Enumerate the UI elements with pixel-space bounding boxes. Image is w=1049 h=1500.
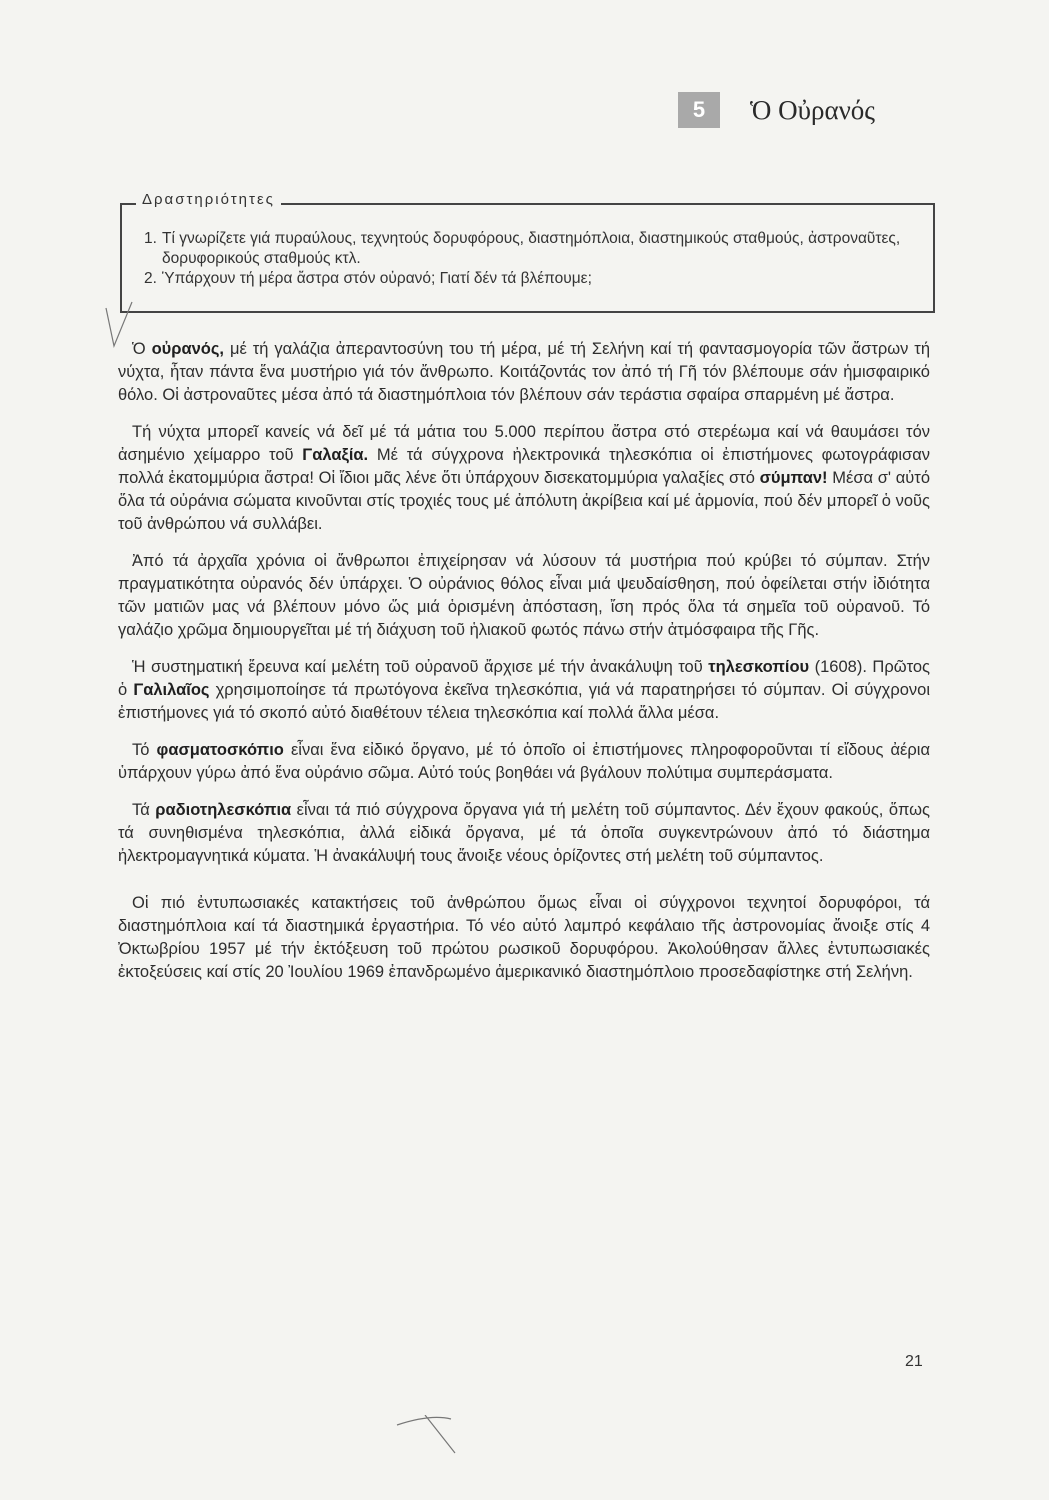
activities-box	[120, 191, 935, 313]
bold-term: Γαλαξία.	[302, 446, 369, 464]
paragraph-galaxy	[118, 421, 930, 536]
text-run: Οἱ πιό ἐντυπωσιακές κατακτήσεις τοῦ ἀνθρώπου ὅμως εἶναι οἱ σύγχρονοι τεχνητοί δορυφόροι, τά διαστημόπλοια καί τά διαστημικά ἐργαστήρια. Τό νέο αὐτό λαμπρό κεφάλαιο τῆς ἀστρονομίας ἄνοιξε στίς 4 Ὀκτωβρίου 1957 μέ τήν ἐκτόξευση τοῦ πρώτου ρωσικοῦ δορυφόρου. Ἀκολούθησαν ἄλλες ἐντυπωσιακές ἐκτοξεύσεις καί στίς 20 Ἰουλίου 1969 ἐπανδρωμένο ἀμερικανικό διαστημόπλοιο προσεδαφίστηκε στή Σελήνη.	[118, 894, 930, 981]
activities-title: Δραστηριότητες	[136, 191, 281, 208]
chapter-header	[678, 92, 875, 128]
activity-item	[144, 229, 917, 269]
text-run: Μέ τά σύγχρονα ἠλεκτρονικά τηλεσκόπια οἱ ἐπιστήμονες φωτογράφισαν πολλά ἑκατομμύρια ἄστρα! Οἱ ἴδιοι μᾶς λένε ὅτι ὑπάρχουν δισεκατομμύρια γαλαξίες στό	[118, 446, 930, 487]
text-run: εἶναι ἕνα εἰδικό ὄργανο, μέ τό ὁποῖο οἱ ἐπιστήμονες πληροφοροῦνται τί εἴδους ἀέρια ὑπάρχουν γύρω ἀπό ἕνα οὐράνιο σῶμα. Αὐτό τούς βοηθάει νά βγάλουν πολύτιμα συμπεράσματα.	[118, 741, 931, 782]
page-number: 21	[905, 1353, 923, 1370]
text-run: μέ τή γαλάζια ἀπεραντοσύνη του τή μέρα, μέ τή Σελήνη καί τή φαντασμογορία τῶν ἄστρων τή νύχτα, ἦταν πάντα ἕνα μυστήριο γιά τόν ἄνθρωπο. Κοιτάζοντάς τον ἀπό τή Γῆ τόν βλέπουμε σάν ἡμισφαιρικό θόλο. Οἱ ἀστροναῦτες μέσα ἀπό τά διαστημόπλοια τόν βλέπουν σάν τεράστια σφαίρα σπαρμένη μέ ἄστρα.	[118, 340, 930, 404]
bold-term: ραδιοτηλεσκόπια	[155, 801, 292, 819]
text-run: Τή νύχτα μπορεῖ κανείς νά δεῖ μέ τά μάτια του 5.000 περίπου ἄστρα στό στερέωμα καί νά θαυμάσει τόν ἀσημένιο χείμαρρο τοῦ	[118, 423, 930, 464]
bold-term: Γαλιλαῖος	[133, 681, 210, 699]
activity-item	[144, 269, 917, 289]
text-run: Μέσα σ' αὐτό ὅλα τά οὐράνια σώματα κινοῦνται στίς τροχιές τους μέ ἀπόλυτη ἀκρίβεια καί μέ ἁρμονία, πού δέν μπορεῖ ὁ νοῦς τοῦ ἀνθρώπου νά συλλάβει.	[118, 469, 930, 533]
activity-number: 2.	[144, 270, 157, 287]
activity-text: Τί γνωρίζετε γιά πυραύλους, τεχνητούς δορυφόρους, διαστημόπλοια, διαστημικούς σταθμούς, ἀστροναῦτες, δορυφορικούς σταθμούς κτλ.	[162, 230, 901, 267]
paragraph-radiotelescope	[118, 799, 930, 868]
text-run: (1608). Πρῶτος ὁ	[118, 658, 930, 699]
text-run: Ὁ	[132, 340, 152, 358]
text-run: Ἡ συστηματική ἔρευνα καί μελέτη τοῦ οὐρανοῦ ἄρχισε μέ τήν ἀνακάλυψη τοῦ	[132, 658, 709, 676]
bold-term: τηλεσκοπίου	[708, 658, 810, 676]
paragraph-telescope	[118, 656, 930, 725]
paragraph-ancient	[118, 550, 930, 642]
body-text	[118, 338, 930, 998]
text-run: εἶναι τά πιό σύγχρονα ὄργανα γιά τή μελέτη τοῦ σύμπαντος. Δέν ἔχουν φακούς, ὅπως τά συνηθισμένα τηλεσκόπια, ἀλλά εἰδικά ὄργανα, μέ τά ὁποῖα συγκεντρώνουν ἀπό τό διάστημα ἠλεκτρομαγνητικά κύματα. Ἡ ἀνακάλυψή τους ἄνοιξε νέους ὁρίζοντες στή μελέτη τοῦ σύμπαντος.	[118, 801, 931, 865]
bold-term: σύμπαν!	[759, 469, 828, 487]
handwritten-underline-mark	[395, 1415, 465, 1465]
text-run: Ἀπό τά ἀρχαῖα χρόνια οἱ ἄνθρωποι ἐπιχείρησαν νά λύσουν τά μυστήρια πού κρύβει τό σύμπαν. Στήν πραγματικότητα οὐρανός δέν ὑπάρχει. Ὁ οὐράνιος θόλος εἶναι μιά ψευδαίσθηση, πού ὀφείλεται στήν ἰδιότητα τῶν ματιῶν μας νά βλέπουν μόνο ὥς μιά ὁρισμένη ἀπόσταση, ἴση πρός ὅλα τά σημεῖα τοῦ οὐρανοῦ. Τό γαλάζιο χρῶμα δημιουργεῖται μέ τή διάχυση τοῦ ἡλιακοῦ φωτός πάνω στήν ἀτμόσφαιρα τῆς Γῆς.	[118, 552, 930, 639]
bold-term: φασματοσκόπιο	[156, 741, 284, 759]
chapter-title: Ὁ Οὐρανός	[750, 94, 875, 125]
paragraph-satellites	[118, 892, 930, 984]
text-run: χρησιμοποίησε τά πρωτόγονα ἐκεῖνα τηλεσκόπια, γιά νά παρατηρήσει τό σύμπαν. Οἱ σύγχρονοι ἐπιστήμονες γιά τό σκοπό αὐτό διαθέτουν τέλεια τηλεσκόπια καί πολλά ἄλλα μέσα.	[118, 681, 931, 722]
text-run: Τό	[132, 741, 157, 759]
activities-list	[144, 229, 917, 289]
bold-term: οὐρανός,	[151, 340, 225, 358]
activity-number: 1.	[144, 230, 157, 247]
chapter-number-badge: 5	[678, 92, 720, 128]
paragraph-sky	[118, 338, 930, 407]
activity-text: Ὑπάρχουν τή μέρα ἄστρα στόν οὐρανό; Γιατί δέν τά βλέπουμε;	[162, 270, 592, 287]
text-run: Τά	[132, 801, 156, 819]
paragraph-spectroscope	[118, 739, 930, 785]
